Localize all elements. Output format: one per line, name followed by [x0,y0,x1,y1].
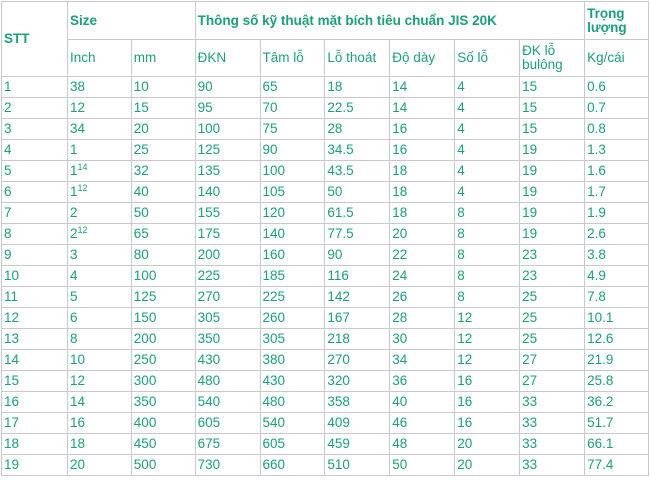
inch-value: 1 [69,163,78,178]
cell-kg: 1.3 [585,140,649,161]
cell-so-lo: 20 [455,434,520,455]
cell-dk-lo-bulong: 19 [520,224,585,245]
cell-so-lo: 8 [455,203,520,224]
cell-do-day: 18 [390,182,455,203]
cell-dkn: 540 [195,392,260,413]
cell-do-day: 20 [390,224,455,245]
cell-kg: 1.7 [585,182,649,203]
cell-inch [67,350,131,371]
header-tam-lo: Tâm lỗ [260,40,325,77]
cell-kg: 66.1 [585,434,649,455]
cell-dk-lo-bulong: 23 [520,266,585,287]
cell-mm: 40 [131,182,195,203]
cell-do-day: 36 [390,371,455,392]
table-row [2,308,649,329]
table-row [2,119,649,140]
cell-mm: 300 [131,371,195,392]
table-row [2,266,649,287]
cell-tam-lo: 90 [260,140,325,161]
cell-kg: 7.8 [585,287,649,308]
cell-tam-lo: 260 [260,308,325,329]
cell-do-day: 14 [390,98,455,119]
cell-dk-lo-bulong: 19 [520,140,585,161]
cell-do-day: 34 [390,350,455,371]
cell-inch [67,98,131,119]
cell-do-day: 50 [390,455,455,476]
cell-mm: 25 [131,140,195,161]
cell-tam-lo: 185 [260,266,325,287]
cell-dkn: 135 [195,161,260,182]
cell-inch [67,224,131,245]
cell-lo-thoat: 218 [325,329,390,350]
cell-dk-lo-bulong: 19 [520,161,585,182]
cell-do-day: 16 [390,140,455,161]
cell-dkn: 480 [195,371,260,392]
cell-tam-lo: 120 [260,203,325,224]
cell-lo-thoat: 270 [325,350,390,371]
inch-fraction: 14 [77,162,88,172]
cell-dk-lo-bulong: 19 [520,182,585,203]
header-so-lo: Số lỗ [455,40,520,77]
header-weight: Trọng lượng [585,2,649,40]
inch-value: 6 [69,310,78,325]
cell-stt: 4 [2,140,68,161]
cell-do-day: 18 [390,161,455,182]
cell-stt: 12 [2,308,68,329]
header-size: Size [67,2,195,40]
inch-value: 1 [69,142,78,157]
cell-tam-lo: 65 [260,77,325,98]
header-dk-lo-bulong: ĐK lỗ bulông [520,40,585,77]
cell-inch [67,161,131,182]
header-do-day: Độ dày [390,40,455,77]
cell-do-day: 26 [390,287,455,308]
cell-mm: 80 [131,245,195,266]
cell-tam-lo: 540 [260,413,325,434]
cell-lo-thoat: 90 [325,245,390,266]
cell-so-lo: 16 [455,413,520,434]
cell-mm: 65 [131,224,195,245]
cell-lo-thoat: 358 [325,392,390,413]
cell-dkn: 730 [195,455,260,476]
cell-lo-thoat: 510 [325,455,390,476]
cell-kg: 10.1 [585,308,649,329]
cell-tam-lo: 105 [260,182,325,203]
cell-inch [67,329,131,350]
cell-dkn: 175 [195,224,260,245]
cell-lo-thoat: 167 [325,308,390,329]
cell-dk-lo-bulong: 15 [520,77,585,98]
header-dkn: ĐKN [195,40,260,77]
cell-mm: 200 [131,329,195,350]
cell-inch [67,413,131,434]
cell-lo-thoat: 459 [325,434,390,455]
cell-do-day: 22 [390,245,455,266]
cell-inch [67,245,131,266]
cell-tam-lo: 100 [260,161,325,182]
table-body [2,77,649,476]
cell-lo-thoat: 22.5 [325,98,390,119]
table-row [2,434,649,455]
cell-inch [67,77,131,98]
cell-mm: 20 [131,119,195,140]
cell-dk-lo-bulong: 25 [520,329,585,350]
cell-so-lo: 4 [455,98,520,119]
cell-dk-lo-bulong: 23 [520,245,585,266]
cell-dkn: 430 [195,350,260,371]
cell-kg: 4.9 [585,266,649,287]
cell-dk-lo-bulong: 33 [520,392,585,413]
inch-value: 20 [69,457,86,472]
cell-dkn: 100 [195,119,260,140]
cell-dkn: 200 [195,245,260,266]
table-row [2,203,649,224]
header-kg: Kg/cái [585,40,649,77]
cell-stt: 2 [2,98,68,119]
cell-kg: 25.8 [585,371,649,392]
cell-mm: 500 [131,455,195,476]
inch-fraction: 12 [77,225,88,235]
cell-tam-lo: 70 [260,98,325,119]
cell-mm: 400 [131,413,195,434]
cell-mm: 100 [131,266,195,287]
cell-inch [67,308,131,329]
inch-value: 10 [69,352,86,367]
cell-tam-lo: 305 [260,329,325,350]
cell-stt: 1 [2,77,68,98]
cell-lo-thoat: 61.5 [325,203,390,224]
cell-inch [67,203,131,224]
cell-dk-lo-bulong: 27 [520,371,585,392]
inch-value: 4 [69,268,78,283]
cell-inch [67,140,131,161]
cell-dk-lo-bulong: 33 [520,434,585,455]
cell-kg: 77.4 [585,455,649,476]
cell-stt: 3 [2,119,68,140]
cell-mm: 50 [131,203,195,224]
cell-lo-thoat: 116 [325,266,390,287]
table-row [2,98,649,119]
cell-so-lo: 16 [455,371,520,392]
cell-so-lo: 4 [455,161,520,182]
cell-kg: 0.6 [585,77,649,98]
cell-dk-lo-bulong: 25 [520,308,585,329]
cell-so-lo: 16 [455,392,520,413]
cell-stt: 11 [2,287,68,308]
cell-dkn: 605 [195,413,260,434]
inch-value: 8 [69,331,78,346]
cell-do-day: 40 [390,392,455,413]
table-row [2,77,649,98]
cell-stt: 16 [2,392,68,413]
cell-so-lo: 12 [455,308,520,329]
header-stt: STT [2,2,68,77]
cell-dkn: 155 [195,203,260,224]
inch-value: 16 [69,415,86,430]
cell-do-day: 28 [390,308,455,329]
cell-inch [67,434,131,455]
cell-stt: 14 [2,350,68,371]
cell-so-lo: 8 [455,287,520,308]
cell-stt: 19 [2,455,68,476]
table-row [2,455,649,476]
cell-lo-thoat: 142 [325,287,390,308]
cell-stt: 15 [2,371,68,392]
cell-so-lo: 4 [455,182,520,203]
table-row [2,161,649,182]
cell-dkn: 225 [195,266,260,287]
cell-inch [67,119,131,140]
header-spec-title: Thông số kỹ thuật mặt bích tiêu chuẩn JIS 20K [195,2,584,40]
table-row [2,182,649,203]
cell-kg: 0.7 [585,98,649,119]
cell-inch [67,392,131,413]
cell-mm: 32 [131,161,195,182]
cell-tam-lo: 380 [260,350,325,371]
table-row [2,245,649,266]
cell-mm: 450 [131,434,195,455]
cell-do-day: 14 [390,77,455,98]
cell-lo-thoat: 320 [325,371,390,392]
cell-dkn: 270 [195,287,260,308]
table-header [2,2,649,77]
inch-value: 14 [69,394,86,409]
cell-kg: 12.6 [585,329,649,350]
cell-tam-lo: 140 [260,224,325,245]
cell-dk-lo-bulong: 27 [520,350,585,371]
cell-tam-lo: 605 [260,434,325,455]
cell-tam-lo: 430 [260,371,325,392]
cell-do-day: 48 [390,434,455,455]
cell-stt: 18 [2,434,68,455]
cell-kg: 21.9 [585,350,649,371]
inch-value: 18 [69,436,86,451]
cell-dkn: 95 [195,98,260,119]
cell-do-day: 16 [390,119,455,140]
cell-mm: 250 [131,350,195,371]
cell-dkn: 125 [195,140,260,161]
inch-value: 12 [69,373,86,388]
cell-so-lo: 12 [455,350,520,371]
cell-so-lo: 20 [455,455,520,476]
cell-mm: 350 [131,392,195,413]
cell-lo-thoat: 43.5 [325,161,390,182]
cell-so-lo: 4 [455,119,520,140]
inch-value: 2 [69,226,78,241]
cell-kg: 3.8 [585,245,649,266]
cell-dk-lo-bulong: 15 [520,98,585,119]
cell-tam-lo: 660 [260,455,325,476]
cell-stt: 5 [2,161,68,182]
cell-kg: 1.9 [585,203,649,224]
cell-dkn: 90 [195,77,260,98]
table-row [2,371,649,392]
cell-so-lo: 8 [455,245,520,266]
inch-value: 2 [69,205,78,220]
cell-dk-lo-bulong: 15 [520,119,585,140]
cell-dk-lo-bulong: 33 [520,413,585,434]
cell-stt: 9 [2,245,68,266]
cell-stt: 6 [2,182,68,203]
cell-lo-thoat: 18 [325,77,390,98]
cell-dkn: 675 [195,434,260,455]
cell-do-day: 30 [390,329,455,350]
cell-inch [67,371,131,392]
cell-do-day: 18 [390,203,455,224]
cell-lo-thoat: 409 [325,413,390,434]
inch-value: 12 [69,100,86,115]
cell-dk-lo-bulong: 25 [520,287,585,308]
header-mm: mm [131,40,195,77]
cell-tam-lo: 75 [260,119,325,140]
cell-kg: 1.6 [585,161,649,182]
cell-kg: 0.8 [585,119,649,140]
cell-lo-thoat: 77.5 [325,224,390,245]
cell-inch [67,455,131,476]
cell-mm: 10 [131,77,195,98]
cell-tam-lo: 160 [260,245,325,266]
flange-spec-table [1,1,649,476]
cell-tam-lo: 480 [260,392,325,413]
cell-so-lo: 8 [455,266,520,287]
cell-kg: 2.6 [585,224,649,245]
table-row [2,350,649,371]
table-row [2,392,649,413]
header-inch: Inch [67,40,131,77]
cell-so-lo: 4 [455,77,520,98]
header-lo-thoat: Lỗ thoát [325,40,390,77]
cell-stt: 8 [2,224,68,245]
cell-mm: 150 [131,308,195,329]
cell-inch [67,266,131,287]
cell-mm: 15 [131,98,195,119]
cell-do-day: 46 [390,413,455,434]
cell-so-lo: 4 [455,140,520,161]
table-row [2,140,649,161]
inch-value: 38 [69,79,86,94]
cell-inch [67,287,131,308]
cell-lo-thoat: 50 [325,182,390,203]
table-row [2,224,649,245]
cell-lo-thoat: 34.5 [325,140,390,161]
cell-kg: 36.2 [585,392,649,413]
cell-mm: 125 [131,287,195,308]
cell-lo-thoat: 28 [325,119,390,140]
inch-value: 5 [69,289,78,304]
cell-do-day: 24 [390,266,455,287]
cell-stt: 10 [2,266,68,287]
cell-tam-lo: 225 [260,287,325,308]
table-row [2,413,649,434]
cell-inch [67,182,131,203]
cell-so-lo: 8 [455,224,520,245]
inch-value: 34 [69,121,86,136]
cell-kg: 51.7 [585,413,649,434]
cell-stt: 13 [2,329,68,350]
inch-value: 1 [69,184,78,199]
cell-stt: 17 [2,413,68,434]
table-row [2,329,649,350]
inch-value: 3 [69,247,78,262]
cell-dk-lo-bulong: 19 [520,203,585,224]
cell-dk-lo-bulong: 33 [520,455,585,476]
cell-dkn: 350 [195,329,260,350]
cell-stt: 7 [2,203,68,224]
cell-so-lo: 12 [455,329,520,350]
inch-fraction: 12 [77,183,88,193]
cell-dkn: 140 [195,182,260,203]
cell-dkn: 305 [195,308,260,329]
table-row [2,287,649,308]
